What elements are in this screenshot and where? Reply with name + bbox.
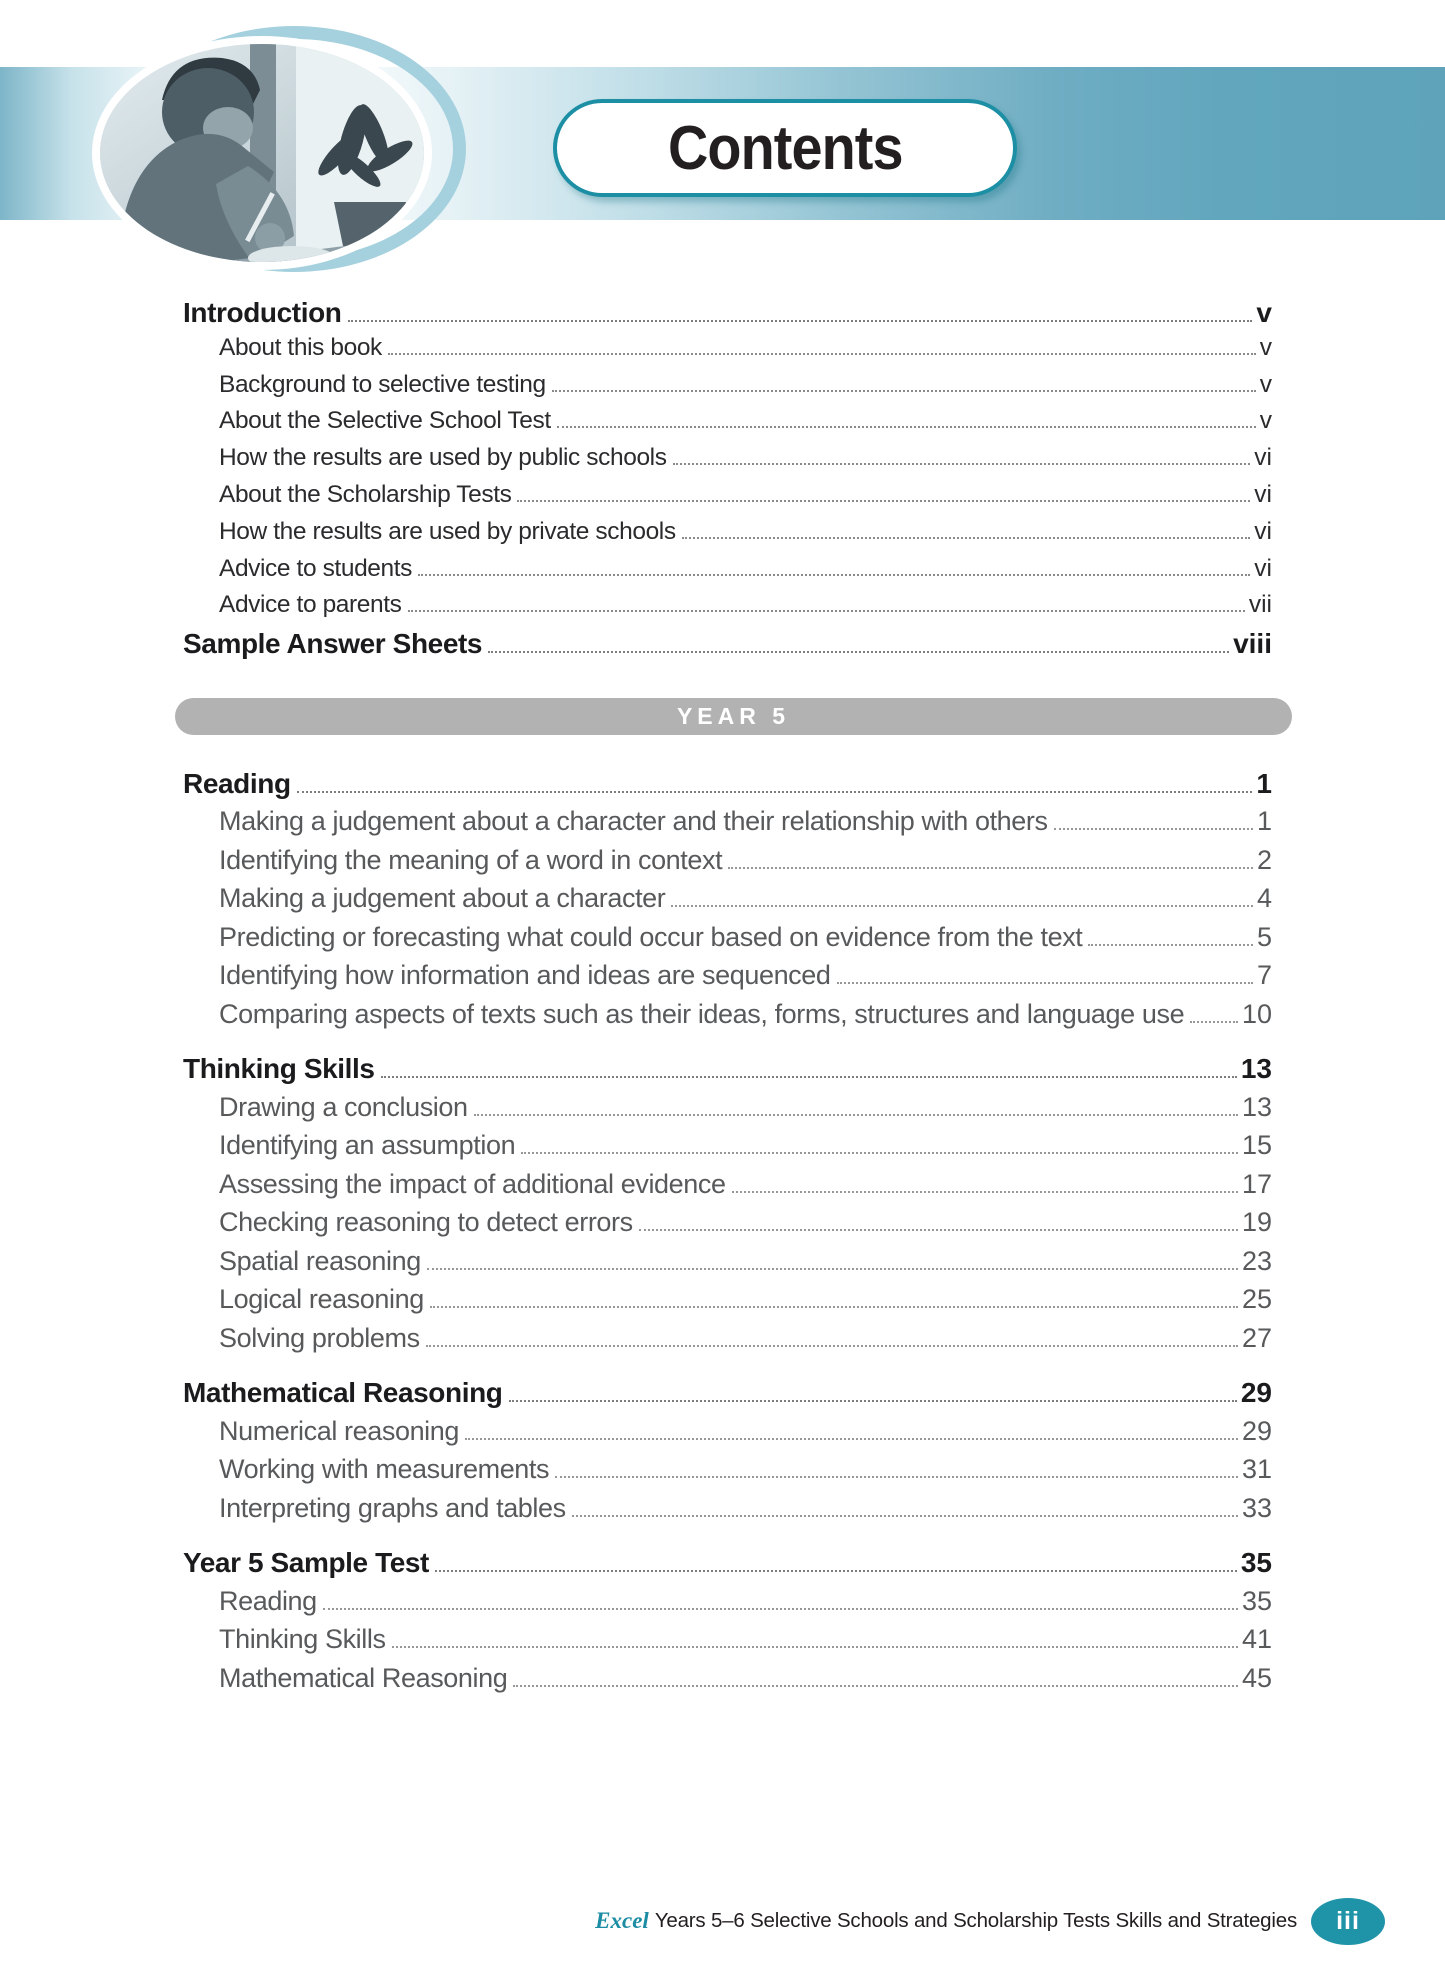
table-of-contents bbox=[175, 297, 1292, 1701]
toc-row bbox=[175, 1377, 1292, 1416]
toc-row bbox=[175, 960, 1292, 999]
dotted-leader bbox=[426, 1345, 1238, 1347]
toc-page-number: vi bbox=[1254, 554, 1272, 582]
toc-page-number: 23 bbox=[1241, 1245, 1272, 1276]
toc-row bbox=[175, 806, 1292, 845]
dotted-leader bbox=[392, 1646, 1238, 1648]
toc-page-number: v bbox=[1256, 297, 1272, 328]
dotted-leader bbox=[418, 574, 1250, 576]
dotted-leader bbox=[557, 426, 1256, 428]
toc-row bbox=[175, 297, 1292, 334]
dotted-leader bbox=[671, 905, 1253, 907]
dotted-leader bbox=[552, 390, 1256, 392]
toc-row bbox=[175, 1169, 1292, 1208]
toc-page-number: vi bbox=[1254, 444, 1272, 472]
toc-entry-label: Identifying how information and ideas are sequenced bbox=[219, 960, 831, 991]
toc-row bbox=[175, 1586, 1292, 1625]
toc-row bbox=[175, 628, 1292, 665]
dotted-leader bbox=[427, 1268, 1238, 1270]
toc-entry-label: Comparing aspects of texts such as their ideas, forms, structures and language use bbox=[219, 998, 1185, 1029]
dotted-leader bbox=[682, 537, 1251, 539]
toc-page-number: 1 bbox=[1256, 806, 1272, 837]
dotted-leader bbox=[572, 1515, 1238, 1517]
toc-row bbox=[175, 999, 1292, 1038]
toc-page-number: 35 bbox=[1240, 1547, 1272, 1579]
dotted-leader bbox=[517, 500, 1250, 502]
page-number-badge bbox=[1311, 1898, 1385, 1945]
toc-row bbox=[175, 883, 1292, 922]
toc-entry-label: Checking reasoning to detect errors bbox=[219, 1207, 633, 1238]
dotted-leader bbox=[297, 791, 1253, 793]
toc-entry-label: About the Scholarship Tests bbox=[219, 480, 512, 508]
toc-page-number: 25 bbox=[1241, 1284, 1272, 1315]
toc-entry-label: Mathematical Reasoning bbox=[219, 1662, 508, 1693]
toc-row bbox=[175, 407, 1292, 444]
year5-list bbox=[175, 768, 1292, 1702]
student-photo-group bbox=[92, 26, 464, 272]
toc-entry-label: Thinking Skills bbox=[219, 1624, 386, 1655]
toc-page-number: vi bbox=[1254, 517, 1272, 545]
toc-row bbox=[175, 1624, 1292, 1663]
toc-entry-label: Predicting or forecasting what could occur based on evidence from the text bbox=[219, 921, 1083, 952]
toc-entry-label: Numerical reasoning bbox=[219, 1415, 460, 1446]
toc-page-number: 7 bbox=[1256, 960, 1272, 991]
toc-page-number: vii bbox=[1248, 591, 1272, 619]
toc-entry-label: About this book bbox=[219, 333, 382, 361]
toc-entry-label: Identifying an assumption bbox=[219, 1130, 516, 1161]
toc-page-number: 5 bbox=[1256, 921, 1272, 952]
dotted-leader bbox=[323, 1608, 1238, 1610]
toc-page-number: 33 bbox=[1241, 1492, 1272, 1523]
page-title: Contents bbox=[667, 113, 903, 183]
dotted-leader bbox=[732, 1191, 1238, 1193]
toc-row bbox=[175, 1454, 1292, 1493]
toc-page-number: 15 bbox=[1241, 1130, 1272, 1161]
toc-page-number: 4 bbox=[1256, 883, 1272, 914]
dotted-leader bbox=[673, 463, 1251, 465]
dotted-leader bbox=[348, 320, 1253, 322]
dotted-leader bbox=[1088, 944, 1253, 946]
toc-page-number: viii bbox=[1233, 628, 1272, 660]
toc-row bbox=[175, 768, 1292, 807]
toc-entry-label: How the results are used by private schools bbox=[219, 517, 676, 545]
student-photo bbox=[92, 36, 432, 270]
dotted-leader bbox=[1190, 1021, 1238, 1023]
dotted-leader bbox=[555, 1476, 1238, 1478]
toc-row bbox=[175, 1246, 1292, 1285]
toc-entry-label: Reading bbox=[183, 767, 291, 799]
toc-row bbox=[175, 444, 1292, 481]
toc-row bbox=[175, 1547, 1292, 1586]
toc-entry-label: How the results are used by public schools bbox=[219, 444, 667, 472]
toc-page-number: 45 bbox=[1241, 1662, 1272, 1693]
toc-entry-label: Drawing a conclusion bbox=[219, 1091, 468, 1122]
toc-row bbox=[175, 518, 1292, 555]
contents-title-pill bbox=[553, 99, 1017, 197]
toc-page-number: 31 bbox=[1241, 1454, 1272, 1485]
toc-entry-label: Thinking Skills bbox=[183, 1053, 375, 1085]
year5-banner bbox=[175, 698, 1292, 735]
front-matter-list bbox=[175, 297, 1292, 665]
toc-page-number: v bbox=[1259, 407, 1272, 435]
dotted-leader bbox=[408, 610, 1245, 612]
dotted-leader bbox=[388, 353, 1256, 355]
toc-page-number: v bbox=[1259, 333, 1272, 361]
toc-row bbox=[175, 591, 1292, 628]
toc-row bbox=[175, 1284, 1292, 1323]
toc-page-number: 17 bbox=[1241, 1168, 1272, 1199]
toc-row bbox=[175, 1053, 1292, 1092]
toc-page-number: 10 bbox=[1241, 998, 1272, 1029]
dotted-leader bbox=[1054, 828, 1253, 830]
toc-entry-label: Assessing the impact of additional evidence bbox=[219, 1168, 726, 1199]
toc-entry-label: Making a judgement about a character bbox=[219, 883, 666, 914]
toc-page-number: 13 bbox=[1241, 1091, 1272, 1122]
dotted-leader bbox=[381, 1076, 1237, 1078]
toc-entry-label: Identifying the meaning of a word in context bbox=[219, 844, 723, 875]
dotted-leader bbox=[837, 982, 1253, 984]
dotted-leader bbox=[474, 1114, 1238, 1116]
toc-row bbox=[175, 1092, 1292, 1131]
toc-entry-label: Sample Answer Sheets bbox=[183, 628, 483, 660]
page-number: iii bbox=[1336, 1906, 1360, 1935]
toc-row bbox=[175, 1493, 1292, 1532]
toc-entry-label: Introduction bbox=[183, 297, 342, 328]
dotted-leader bbox=[488, 651, 1229, 653]
toc-entry-label: Logical reasoning bbox=[219, 1284, 424, 1315]
toc-page-number: v bbox=[1259, 370, 1272, 398]
toc-row bbox=[175, 555, 1292, 592]
toc-page-number: 41 bbox=[1241, 1624, 1272, 1655]
footer-series-title: Years 5–6 Selective Schools and Scholarship Tests Skills and Strategies bbox=[654, 1909, 1297, 1932]
dotted-leader bbox=[465, 1438, 1238, 1440]
dotted-leader bbox=[430, 1306, 1238, 1308]
student-photo-illustration bbox=[100, 44, 424, 262]
toc-entry-label: Working with measurements bbox=[219, 1454, 550, 1485]
toc-page-number: 29 bbox=[1241, 1415, 1272, 1446]
dotted-leader bbox=[639, 1229, 1238, 1231]
toc-page-number: 35 bbox=[1241, 1585, 1272, 1616]
dotted-leader bbox=[513, 1685, 1238, 1687]
toc-entry-label: Year 5 Sample Test bbox=[183, 1547, 429, 1579]
footer-brand: Excel bbox=[595, 1908, 649, 1933]
toc-page-number: 29 bbox=[1240, 1377, 1272, 1409]
toc-page-number: 13 bbox=[1240, 1053, 1272, 1085]
toc-row bbox=[175, 922, 1292, 961]
footer bbox=[595, 1896, 1385, 1946]
dotted-leader bbox=[509, 1400, 1237, 1402]
toc-row bbox=[175, 1323, 1292, 1362]
toc-entry-label: Interpreting graphs and tables bbox=[219, 1492, 566, 1523]
year5-banner-label: YEAR 5 bbox=[676, 702, 791, 729]
dotted-leader bbox=[435, 1570, 1237, 1572]
toc-entry-label: About the Selective School Test bbox=[219, 407, 551, 435]
toc-entry-label: Advice to parents bbox=[219, 591, 402, 619]
toc-entry-label: Mathematical Reasoning bbox=[183, 1377, 503, 1409]
toc-entry-label: Spatial reasoning bbox=[219, 1245, 421, 1276]
toc-entry-label: Solving problems bbox=[219, 1322, 420, 1353]
toc-page-number: vi bbox=[1254, 480, 1272, 508]
dotted-leader bbox=[521, 1152, 1238, 1154]
toc-entry-label: Advice to students bbox=[219, 554, 412, 582]
toc-page-number: 27 bbox=[1241, 1322, 1272, 1353]
toc-page-number: 2 bbox=[1256, 844, 1272, 875]
toc-entry-label: Background to selective testing bbox=[219, 370, 546, 398]
toc-row bbox=[175, 334, 1292, 371]
toc-page-number: 19 bbox=[1241, 1207, 1272, 1238]
toc-entry-label: Reading bbox=[219, 1585, 317, 1616]
toc-row bbox=[175, 1663, 1292, 1702]
toc-row bbox=[175, 845, 1292, 884]
toc-row bbox=[175, 1416, 1292, 1455]
toc-row bbox=[175, 371, 1292, 408]
dotted-leader bbox=[728, 867, 1253, 869]
toc-entry-label: Making a judgement about a character and their relationship with others bbox=[219, 806, 1048, 837]
toc-row bbox=[175, 1130, 1292, 1169]
toc-row bbox=[175, 1207, 1292, 1246]
toc-page-number: 1 bbox=[1256, 767, 1272, 799]
toc-row bbox=[175, 481, 1292, 518]
